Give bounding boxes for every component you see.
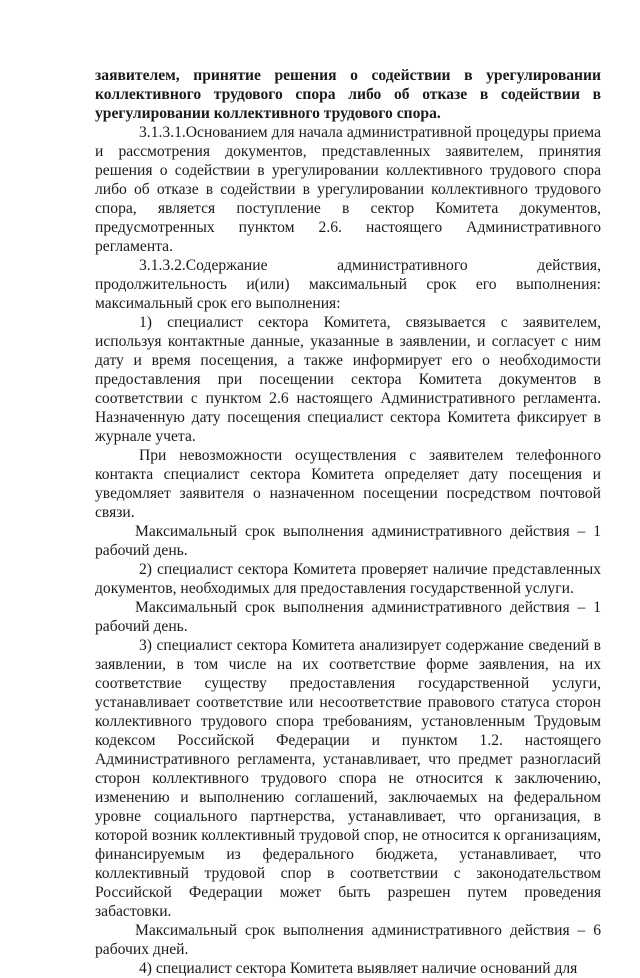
section-heading: заявителем, принятие решения о содействии в урегулировании коллективного трудового спора либо об отказе в содействии в урегулировании коллективного трудового спора. <box>95 67 601 122</box>
paragraph-phone-contact: При невозможности осуществления с заявителем телефонного контакта специалист сектора Комитета определяет дату посещения и уведомляет заявителя о назначенном посещении посредством почтовой связи. <box>95 447 601 521</box>
paragraph-item-4: 4) специалист сектора Комитета выявляет наличие оснований для <box>139 960 578 977</box>
paragraph-item-2: 2) специалист сектора Комитета проверяет наличие представленных документов, необходимых для предоставления государственной услуги. <box>95 561 601 597</box>
paragraph-item-3: 3) специалист сектора Комитета анализирует содержание сведений в заявлении, в том числе на их соответствие форме заявления, на их соответствие существу предоставления государственной услуги, устанавливает соответствие или несоответствие правового статуса сторон коллективного трудового спора требованиям, установленным Трудовым кодексом Российской Федерации и пунктом 1.2. настоящего Административного регламента, устанавливает, что предмет разногласий сторон коллективного трудового спора не относится к заключению, изменению и выполнению соглашений, заключаемых на федеральном уровне социального партнерства, устанавливает, что организация, в которой возник коллективный трудовой спор, не относится к организациям, финансируемым из федерального бюджета, устанавливает, что коллективный трудовой спор в соответствии с законодательством Российской Федерации может быть разрешен путем проведения забастовки. <box>95 637 601 920</box>
paragraph-max-term-1: Максимальный срок выполнения административного действия – 1 рабочий день. <box>95 523 601 559</box>
paragraph-item-1: 1) специалист сектора Комитета, связывается с заявителем, используя контактные данные, указанные в заявлении, и согласует с ним дату и время посещения, а также информирует его о необходимости предоставления при посещении сектора Комитета документов в соответствии с пунктом 2.6 настоящего Административного регламента. Назначенную дату посещения специалист сектора Комитета фиксирует в журнале учета. <box>95 314 601 445</box>
paragraph-3-1-3-2: 3.1.3.2.Содержание административного действия, продолжительность и(или) максимальный срок его выполнения: максимальный срок его выполнения: <box>95 257 601 312</box>
paragraph-max-term-2: Максимальный срок выполнения административного действия – 1 рабочий день. <box>95 599 601 635</box>
document-page <box>95 66 601 978</box>
paragraph-3-1-3-1: 3.1.3.1.Основанием для начала административной процедуры приема и рассмотрения документов, представленных заявителем, принятия решения о содействии в урегулировании коллективного трудового спора либо об отказе в содействии в урегулировании коллективного трудового спора, является поступление в сектор Комитета документов, предусмотренных пунктом 2.6. настоящего Административного регламента. <box>95 124 601 255</box>
paragraph-max-term-3: Максимальный срок выполнения административного действия – 6 рабочих дней. <box>95 922 601 958</box>
